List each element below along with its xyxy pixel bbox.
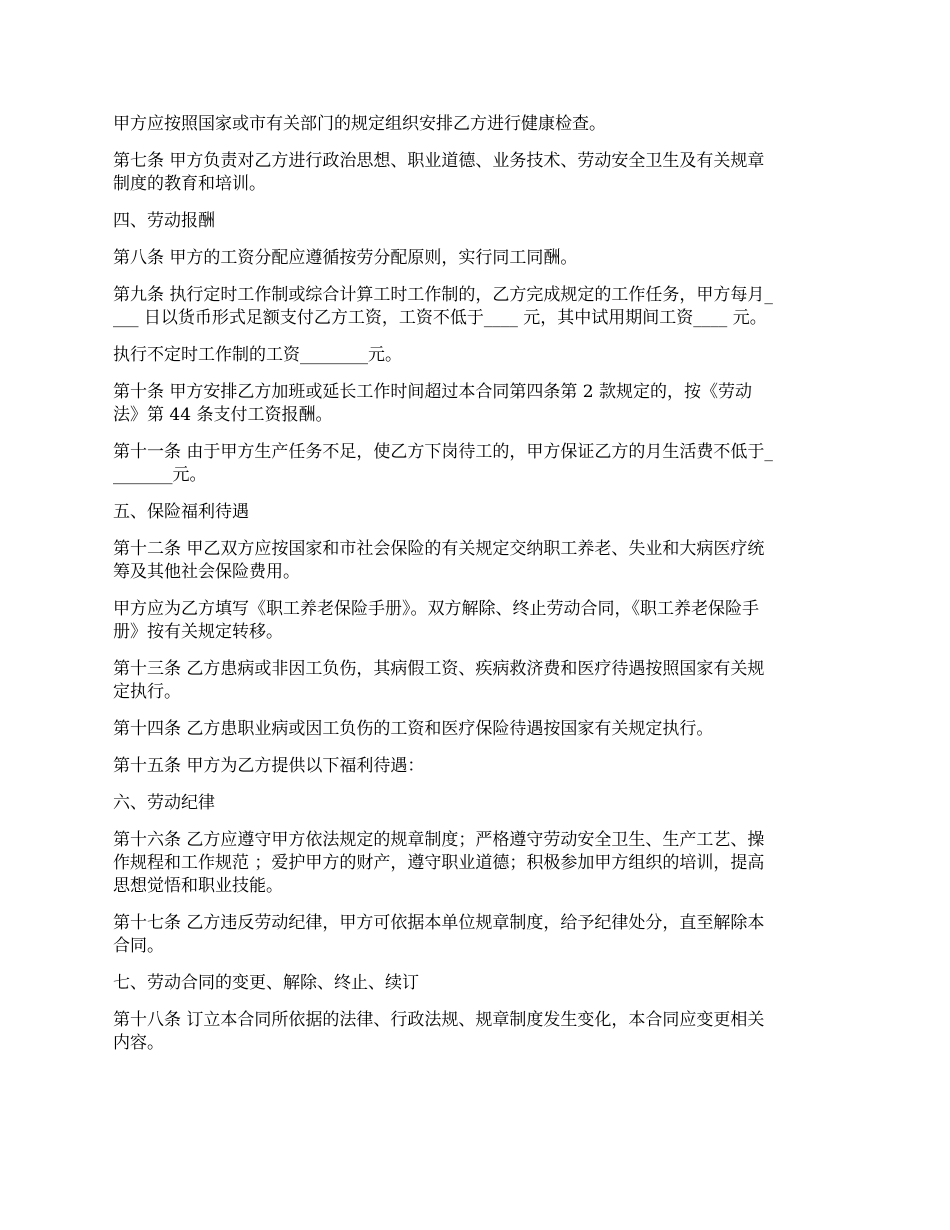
- paragraph-health-check: 甲方应按照国家或市有关部门的规定组织安排乙方进行健康检查。: [113, 114, 606, 134]
- paragraph-article-9: 第九条 执行定时工作制或综合计算工时工作制的，乙方完成规定的工作任务，甲方每月_ ___ 日以货币形式足额支付乙方工资，工资不低于____ 元，其中试用期间工资____ 元。: [113, 285, 773, 328]
- paragraph-article-8: 第八条 甲方的工资分配应遵循按劳分配原则，实行同工同酬。: [113, 248, 578, 268]
- paragraph-article-10: 第十条 甲方安排乙方加班或延长工作时间超过本合同第四条第 2 款规定的，按《劳动 法》第 44 条支付工资报酬。: [113, 382, 753, 425]
- section-heading-discipline: 六、劳动纪律: [113, 793, 215, 813]
- section-heading-contract-changes: 七、劳动合同的变更、解除、终止、续订: [113, 973, 419, 993]
- section-heading-insurance: 五、保险福利待遇: [113, 502, 249, 522]
- paragraph-article-14: 第十四条 乙方患职业病或因工负伤的工资和医疗保险待遇按国家有关规定执行。: [113, 719, 714, 739]
- section-heading-remuneration: 四、劳动报酬: [113, 211, 215, 231]
- paragraph-article-17: 第十七条 乙方违反劳动纪律，甲方可依据本单位规章制度，给予纪律处分，直至解除本 合同。: [113, 913, 765, 956]
- paragraph-article-13: 第十三条 乙方患病或非因工负伤，其病假工资、疾病救济费和医疗待遇按照国家有关规 定执行。: [113, 659, 765, 702]
- paragraph-article-15: 第十五条 甲方为乙方提供以下福利待遇：: [113, 756, 425, 776]
- paragraph-pension-handbook: 甲方应为乙方填写《职工养老保险手册》。双方解除、终止劳动合同，《职工养老保险手 册》按有关规定转移。: [113, 599, 759, 642]
- document-body: [113, 113, 839, 1069]
- paragraph-article-7: 第七条 甲方负责对乙方进行政治思想、职业道德、业务技术、劳动安全卫生及有关规章 制度的教育和培训。: [113, 151, 765, 194]
- paragraph-article-18: 第十八条 订立本合同所依据的法律、行政法规、规章制度发生变化，本合同应变更相关 内容。: [113, 1010, 765, 1053]
- paragraph-article-16: 第十六条 乙方应遵守甲方依法规定的规章制度；严格遵守劳动安全卫生、生产工艺、操 作规程和工作规范 ；爱护甲方的财产，遵守职业道德；积极参加甲方组织的培训，提高 思想觉悟和职业技能。: [113, 830, 765, 896]
- paragraph-article-11: 第十一条 由于甲方生产任务不足，使乙方下岗待工的，甲方保证乙方的月生活费不低于_ _______元。: [113, 442, 773, 485]
- paragraph-article-12: 第十二条 甲乙双方应按国家和市社会保险的有关规定交纳职工养老、失业和大病医疗统 筹及其他社会保险费用。: [113, 539, 765, 582]
- paragraph-flexible-hours-wage: 执行不定时工作制的工资________元。: [113, 345, 402, 365]
